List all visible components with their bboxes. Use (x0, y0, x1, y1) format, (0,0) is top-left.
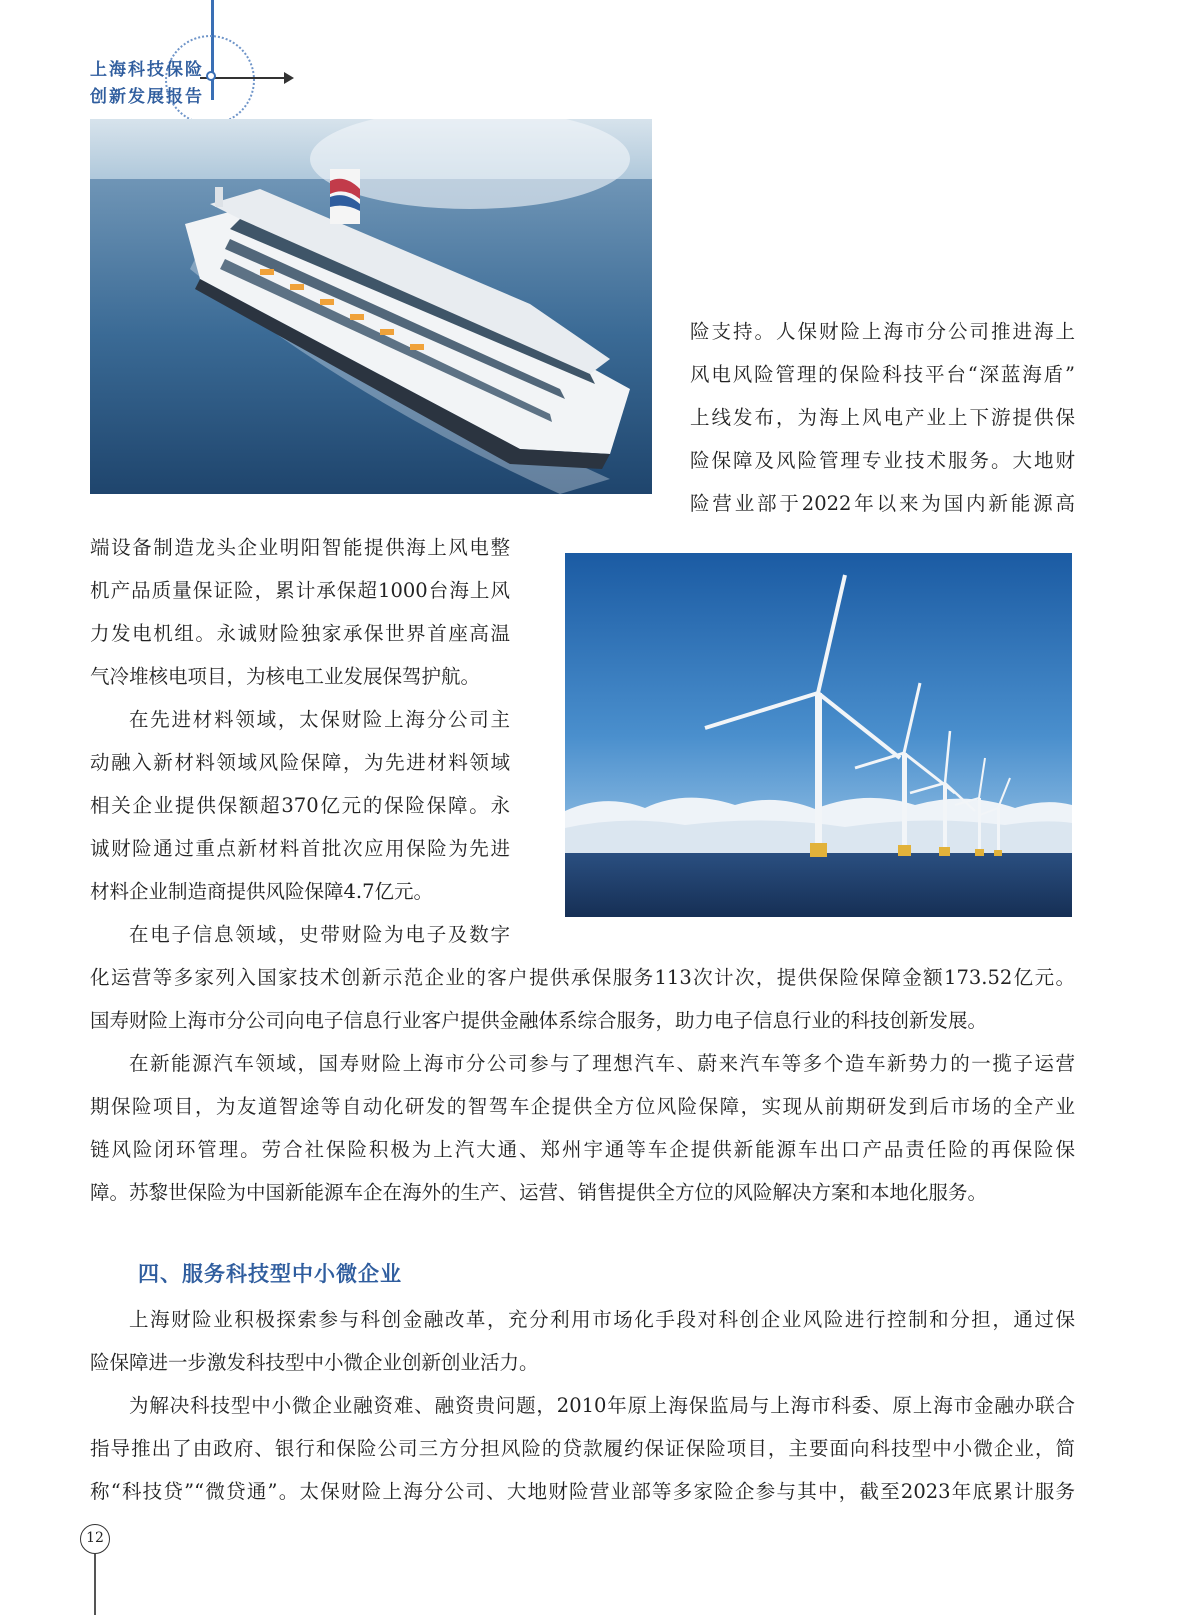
cruise-ship-photo (90, 119, 652, 494)
text-line: 上线发布，为海上风电产业上下游提供保 (690, 406, 1075, 429)
text-line: 险营业部于2022年以来为国内新能源高 (690, 492, 1075, 515)
text-line: 上海财险业积极探索参与科创金融改革，充分利用市场化手段对科创企业风险进行控制和分担，通过保 (129, 1308, 1075, 1331)
text-line: 风电风险管理的保险科技平台“深蓝海盾” (690, 363, 1075, 386)
report-title-line1: 上海科技保险 (90, 60, 204, 80)
section-text (90, 1298, 1075, 1513)
text-line: 在先进材料领域，太保财险上海分公司主 (129, 708, 510, 731)
left-column-text (90, 526, 510, 956)
wind-turbines-illustration (565, 553, 1072, 917)
text-line: 为解决科技型中小微企业融资难、融资贵问题，2010年原上海保监局与上海市科委、原上海市金融办联合 (129, 1394, 1075, 1417)
text-line: 诚财险通过重点新材料首批次应用保险为先进 (90, 837, 510, 860)
section-heading: 四、服务科技型中小微企业 (138, 1262, 402, 1286)
right-column-text (690, 310, 1075, 525)
text-line: 称“科技贷”“微贷通”。太保财险上海分公司、大地财险营业部等多家险企参与其中，截至2023年底累计服务 (90, 1480, 1075, 1503)
text-line: 链风险闭环管理。劳合社保险积极为上汽大通、郑州宇通等车企提供新能源车出口产品责任险的再保险保 (90, 1138, 1075, 1161)
text-line: 险保障及风险管理专业技术服务。大地财 (690, 449, 1075, 472)
text-line: 险支持。人保财险上海市分公司推进海上 (690, 320, 1075, 343)
text-line: 动融入新材料领域风险保障，为先进材料领域 (90, 751, 510, 774)
text-line: 在新能源汽车领域，国寿财险上海市分公司参与了理想汽车、蔚来汽车等多个造车新势力的一揽子运营 (129, 1052, 1075, 1075)
text-line: 国寿财险上海市分公司向电子信息行业客户提供金融体系综合服务，助力电子信息行业的科技创新发展。 (90, 1009, 988, 1032)
full-width-text (90, 956, 1075, 1214)
text-line: 化运营等多家列入国家技术创新示范企业的客户提供承保服务113次计次，提供保险保障金额173.52亿元。 (90, 966, 1075, 989)
cruise-ship-illustration (90, 119, 652, 494)
text-line: 在电子信息领域，史带财险为电子及数字 (129, 923, 510, 946)
text-line: 端设备制造龙头企业明阳智能提供海上风电整 (90, 536, 510, 559)
text-line: 期保险项目，为友道智途等自动化研发的智驾车企提供全方位风险保障，实现从前期研发到后市场的全产业 (90, 1095, 1075, 1118)
text-line: 材料企业制造商提供风险保障4.7亿元。 (90, 880, 434, 903)
header-node-icon (206, 71, 216, 81)
text-line: 相关企业提供保额超370亿元的保险保障。永 (90, 794, 510, 817)
text-line: 险保障进一步激发科技型中小微企业创新创业活力。 (90, 1351, 539, 1374)
text-line: 气冷堆核电项目，为核电工业发展保驾护航。 (90, 665, 481, 688)
footer-vertical-line (94, 1554, 96, 1615)
text-line: 机产品质量保证险，累计承保超1000台海上风 (90, 579, 510, 602)
text-line: 障。苏黎世保险为中国新能源车企在海外的生产、运营、销售提供全方位的风险解决方案和本地化服务。 (90, 1181, 988, 1204)
report-title-line2: 创新发展报告 (90, 87, 204, 107)
text-line: 指导推出了由政府、银行和保险公司三方分担风险的贷款履约保证保险项目，主要面向科技型中小微企业，简 (90, 1437, 1075, 1460)
offshore-wind-turbines-photo (565, 553, 1072, 917)
text-line: 力发电机组。永诚财险独家承保世界首座高温 (90, 622, 510, 645)
page-number: 12 (80, 1524, 110, 1554)
